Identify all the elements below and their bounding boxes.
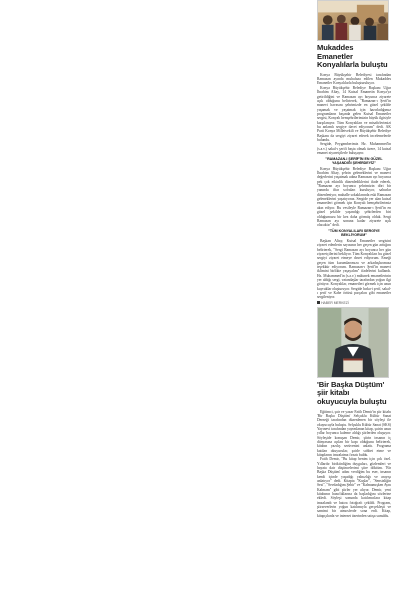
article1-headline: Mukaddes Emanetler Konyalılarla buluştu	[317, 43, 388, 70]
article2-photo	[317, 307, 389, 378]
article2-paragraph: Eğitimci, şair ve yazar Fatih Demir'in şiir kitabı 'Bir Başka Düştüm' Selçuklu Kültür Sanat Derneği tarafından düzenlenen bir söyleşi ile okuyucuyla buluştu. Selçuklu Kültür Sanat (SKS) Yayınevi tarafından yayımlanan kitap, şairin uzun yıllar boyunca kaleme aldığı şiirlerden oluşuyor. Söyleşide konuşan Demir, şiirin insanın iç dünyasına açılan bir kapı olduğunu belirterek, kitabın yazılış serüvenini anlattı. Programa katılan okuyucular, şairle sohbet etme ve kitaplarını imzalatma fırsatı buldu.	[317, 409, 391, 457]
article1-paragraph: Konya Büyükşehir Belediye Başkanı Uğur İbrahim Altay, 14 Kutsal Emanetin Konya'ya getirildiğini ve Ramazan ayı boyunca ziyarete açık olduğunu belirterek, "Ramazan-ı Şerif'in manevi havasını şehrimizde en güzel şekilde yaşamak ve yaşatmak için hazırladığımız programların başında gelen Kutsal Emanetler sergisi, Konyalı hemşehrilerimizin büyük ilgisiyle karşılanıyor. Tüm Konyalıları ve misafirlerimizi bu anlamlı sergiye davet ediyorum" dedi. AK Parti Konya Milletvekili ve Büyükşehir Belediye Başkanı da sergiyi ziyaret ederek incelemelerde bulundu.	[317, 85, 391, 142]
article2-paragraph: Fatih Demir, "Bu kitap benim için çok özel. Yıllardır biriktirdiğim duyguları, gözlemleri ve hayata dair düşüncelerimi şiire döktüm. 'Bir Başka Düştüm' adını verdiğim bu eser, insanın kendi içinde yaşadığı yalnızlığı ve arayışı anlatıyor" dedi. Kitapta "Kuşlar", "Sensizliğin Sesi", "Sevdadığım Şehir" ve "Kalmamışken Aynı Kalmam" gibi şiirler yer alıyor. Demir, yeni kitabının hazırlıklarına da başladığını sözlerine ekledi. Söyleşi sonunda katılımcılara kitap imzalandı ve hatıra fotoğrafı çekildi. Program, şiirseverlerin yoğun katılımıyla gerçekleşti ve samimi bir atmosferde sona erdi. Kitap, kitapçılarda ve internet üzerinden satışa sunuldu.	[317, 457, 391, 518]
crowd-photo-image	[318, 1, 388, 40]
article1-paragraph: Konya Büyükşehir Belediye Başkanı Uğur İbrahim Altay, şehrin geleneklerini ve manevi değerlerini yaşatmak adına Ramazan ayı boyunca pek çok etkinlik düzenlediklerini ifade ederek, "Ramazan ayı boyunca şehrimizin dört bir yanında iftar sofraları kuruluyor, sahurlar düzenleniyor, mahalle sokaklarında eski Ramazan geleneklerini yaşatıyoruz. Sergide yer alan kutsal emanetleri görmek için Konyalı hemşehrilerimiz akın ediyor. Bu vesileyle Ramazan-ı Şerif'in en güzel şekilde yaşandığı şehirlerden biri olduğumuzu bir kez daha görmüş olduk. Sergi Ramazan ayı sonuna kadar ziyarete açık olacaktır" dedi.	[317, 166, 391, 228]
article1-subhead: "RAMAZAN-I ŞERİF'İN EN GÜZEL YAŞANDIĞI ŞEHİRDEYİZ"	[325, 156, 383, 166]
article1-subhead: "TÜM KONYALILARI SERGİYE BEKLİYORUM"	[328, 229, 380, 238]
article1-paragraph: Sergide, Peygamberimiz Hz. Muhammed'in (s.a.v.) sakal-ı şerifi başta olmak üzere, 14 kutsal emanet ziyaretçilerle buluşuyor.	[317, 142, 391, 155]
article1-body	[317, 73, 391, 300]
article2-headline: 'Bir Başka Düştüm' şiir kitabı okuyucuyla buluştu	[317, 379, 387, 406]
article2-body	[317, 410, 391, 519]
source-label: HABER MERKEZİ	[321, 300, 349, 305]
article1-photo	[317, 0, 389, 41]
author-portrait-image	[318, 308, 388, 377]
article1-paragraph: Başkan Altay, Kutsal Emanetler sergisini ziyaret edenlerin sayısının her geçen gün arttığını belirterek, "Sergi Ramazan ayı boyunca her gün ziyaretçilerini bekliyor. Tüm Konyalıları bu güzel sergiyi ziyaret etmeye davet ediyorum. Emeği geçen tüm kurumlarımıza ve arkadaşlarımıza teşekkür ediyorum. Ramazan-ı Şerif'in manevi iklimini birlikte yaşayalım" ifadelerini kullandı. Hz. Muhammed'in (s.a.v.) mübarek emanetlerinin yer aldığı sergi, vatandaşlar tarafından yoğun ilgi görüyor. Konyalılar, emanetleri görmek için uzun kuyruklar oluşturuyor. Sergide hırka-i şerif, sakal-ı şerif ve Kabe örtüsü parçaları gibi emanetler sergileniyor.	[317, 238, 391, 300]
newspaper-column	[317, 0, 391, 518]
article1-source	[317, 301, 391, 305]
square-bullet-icon	[317, 301, 320, 304]
article1-paragraph: Konya Büyükşehir Belediyesi tarafından Ramazan ayında muhafaza edilen Mukaddes Emanetler Konyalılarla buluşturuluyor.	[317, 72, 391, 86]
